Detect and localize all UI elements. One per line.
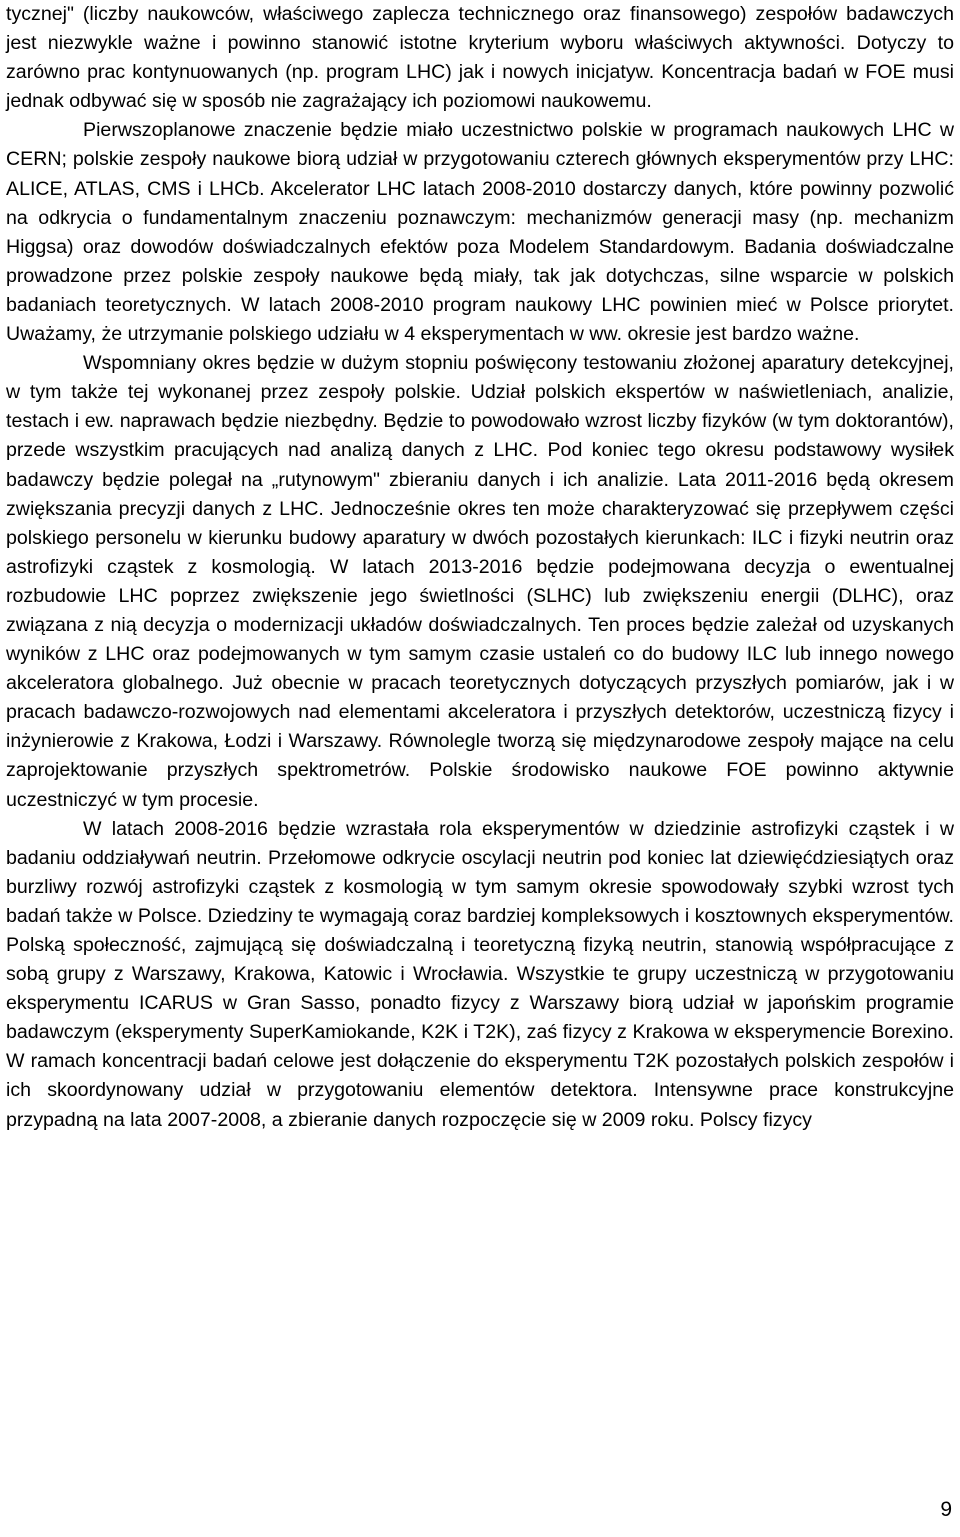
paragraph-detector-testing: Wspomniany okres będzie w dużym stopniu poświęcony testowaniu złożonej aparatury detekcyjnej, w tym także tej wykonanej przez zespoły polskie. Udział polskich ekspertów w naświetleniach, analizie, testach i ew. naprawach będzie niezbędny. Będzie to powodowało wzrost liczby fizyków (w tym doktorantów), przede wszystkim pracujących nad analizą danych z LHC. Pod koniec tego okresu podstawowy wysiłek badawczy będzie polegał na „rutynowym" zbieraniu danych i ich analizie. Lata 2011-2016 będą okresem zwiększania precyzji danych z LHC. Jednocześnie okres ten może charakteryzować się przepływem części polskiego personelu w kierunku budowy aparatury w dwóch pozostałych kierunkach: ILC i fizyki neutrin oraz astrofizyki cząstek z kosmologią. W latach 2013-2016 będzie podejmowana decyzja o ewentualnej rozbudowie LHC poprzez zwiększenie jego świetlności (SLHC) lub zwiększeniu energii (DLHC), oraz związana z nią decyzja o modernizacji układów doświadczalnych. Ten proces będzie zależał od uzyskanych wyników z LHC oraz podejmowanych w tym samym czasie ustaleń co do budowy ILC lub innego nowego akceleratora globalnego. Już obecnie w pracach teoretycznych dotyczących przyszłych pomiarów, jak i w pracach badawczo-rozwojowych nad elementami akceleratora i przyszłych detektorów, uczestniczą fizycy i inżynierowie z Krakowa, Łodzi i Warszawy. Równolegle tworzą się międzynarodowe zespoły mające na celu zaprojektowanie przyszłych spektrometrów. Polskie środowisko naukowe FOE powinno aktywnie uczestniczyć w tym procesie. [6, 352, 954, 811]
paragraph-astroparticle-neutrino: W latach 2008-2016 będzie wzrastała rola eksperymentów w dziedzinie astrofizyki cząstek i w badaniu oddziaływań neutrin. Przełomowe odkrycie oscylacji neutrin pod koniec lat dziewięćdziesiątych oraz burzliwy rozwój astrofizyki cząstek z kosmologią w tym samym okresie spowodowały szybki wzrost tych badań także w Polsce. Dziedziny te wymagają coraz bardziej kompleksowych i kosztownych eksperymentów. Polską społeczność, zajmującą się doświadczalną i teoretyczną fizyką neutrin, stanowią współpracujące z sobą grupy z Warszawy, Krakowa, Katowic i Wrocławia. Wszystkie te grupy uczestniczą w przygotowaniu eksperymentu ICARUS w Gran Sasso, ponadto fizycy z Warszawy biorą udział w japońskim programie badawczym (eksperymenty SuperKamiokande, K2K i T2K), zaś fizycy z Krakowa w eksperymencie Borexino. W ramach koncentracji badań celowe jest dołączenie do eksperymentu T2K pozostałych polskich zespołów i ich skoordynowany udział w przygotowaniu elementów detektora. Intensywne prace konstrukcyjne przypadną na lata 2007-2008, a zbieranie danych rozpoczęcie się w 2009 roku. Polscy fizycy [6, 817, 954, 1131]
document-page [6, 0, 954, 1135]
paragraph-lhc-participation: Pierwszoplanowe znaczenie będzie miało uczestnictwo polskie w programach naukowych LHC w CERN; polskie zespoły naukowe biorą udział w przygotowaniu czterech głównych eksperymentów przy LHC: ALICE, ATLAS, CMS i LHCb. Akcelerator LHC latach 2008-2010 dostarczy danych, które powinny pozwolić na odkrycia o fundamentalnym znaczeniu poznawczym: mechanizmów generacji masy (np. mechanizm Higgsa) oraz dowodów doświadczalnych efektów poza Modelem Standardowym. Badania doświadczalne prowadzone przez polskie zespoły naukowe będą miały, tak jak dotychczas, silne wsparcie w polskich badaniach teoretycznych. W latach 2008-2010 program naukowy LHC powinien mieć w Polsce priorytet. Uważamy, że utrzymanie polskiego udziału w 4 eksperymentach w ww. okresie jest bardzo ważne. [6, 119, 954, 346]
page-number: 9 [940, 1498, 952, 1521]
paragraph-continuation: tycznej" (liczby naukowców, właściwego zaplecza technicznego oraz finansowego) zespołów badawczych jest niezwykle ważne i powinno stanowić istotne kryterium wyboru właściwych aktywności. Dotyczy to zarówno prac kontynuowanych (np. program LHC) jak i nowych inicjatyw. Koncentracja badań w FOE musi jednak odbywać się w sposób nie zagrażający ich poziomowi naukowemu. [6, 3, 954, 113]
